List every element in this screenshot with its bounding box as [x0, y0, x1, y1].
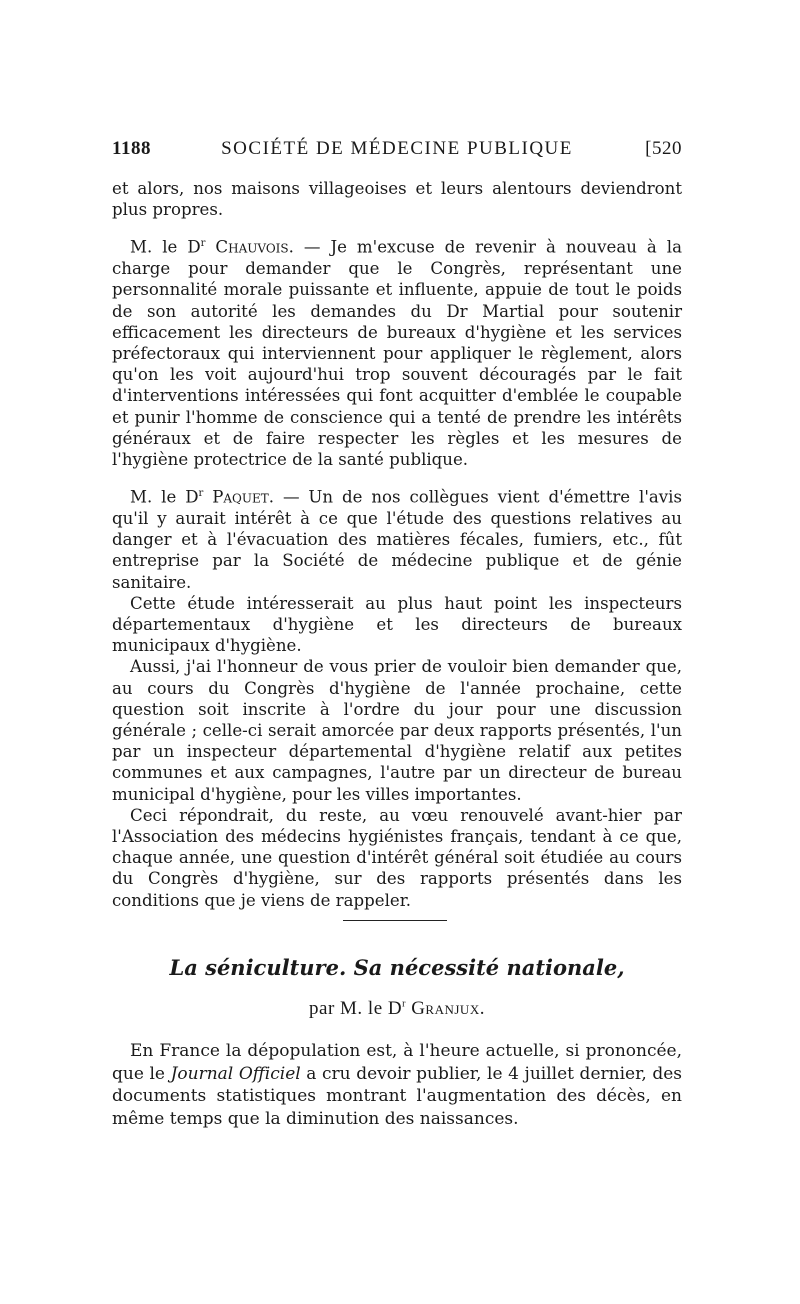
article-byline	[112, 998, 682, 1020]
paragraph: Cette étude intéresserait au plus haut point les inspecteurs départementaux d'hygiène et les directeurs de bureaux municipaux d'hygiène.	[112, 593, 682, 656]
chauvois-paragraph	[112, 233, 682, 470]
running-title: SOCIÉTÉ DE MÉDECINE PUBLIQUE	[221, 138, 573, 159]
byline-prefix: par M. le D	[309, 998, 403, 1019]
article-title: La séniculture. Sa nécessité nationale,	[169, 955, 625, 980]
speaker-prefix: M. le D	[130, 237, 201, 257]
speaker-prefix: M. le D	[130, 487, 199, 507]
journal-name: Journal Officiel	[170, 1063, 301, 1084]
byline-name: Granjux.	[411, 998, 485, 1019]
speaker-name: Chauvois.	[215, 237, 294, 257]
paquet-paragraph	[112, 483, 682, 593]
section-number: [520	[645, 138, 682, 159]
article-text	[112, 1040, 682, 1130]
speaker-sup: r	[200, 238, 206, 250]
paragraph: Aussi, j'ai l'honneur de vous prier de vouloir bien demander que, au cours du Congrès d'hygiène de l'année prochaine, cette question soit inscrite à l'ordre du jour pour une discussion générale ; celle-ci serait amorcée par deux rapports présentés, l'un par un inspecteur départemental d'hygiène relatif aux petites communes et aux campagnes, l'autre par un directeur de bureau municipal d'hygiène, pour les villes importantes.	[112, 657, 682, 804]
running-header	[112, 138, 682, 166]
continuation-paragraph: et alors, nos maisons villageoises et leurs alentours deviendront plus propres.	[112, 179, 682, 220]
paragraph-text: En France la dépopulation est, à l'heure actuelle, si prononcée, que le	[112, 1041, 682, 1084]
section-divider	[343, 920, 447, 921]
article-paragraph	[112, 1040, 682, 1130]
page-number: 1188	[112, 138, 151, 159]
paragraph-text: — Un de nos collègues vient d'émettre l'avis qu'il y aurait intérêt à ce que l'étude des questions relatives au danger et à l'évacuation des matières fécales, fumiers, etc., fût entreprise par la Société de médecine publique et de génie sanitaire.	[112, 487, 682, 592]
paragraph-text: a cru devoir publier, le 4 juillet dernier, des documents statistiques montrant l'augmentation des décès, en même temps que la diminution des naissances.	[112, 1063, 682, 1129]
paragraph-text: — Je m'excuse de revenir à nouveau à la charge pour demander que le Congrès, représentant une personnalité morale puissante et influente, appuie de tout le poids de son autorité les demandes du Dr Martial pour soutenir efficacement les directeurs de bureaux d'hygiène et les services préfectoraux qui interviennent pour appliquer le règlement, alors qu'on les voit aujourd'hui trop souvent découragés par le fait d'interventions intéressées qui font acquitter d'emblée le coupable et punir l'homme de conscience qui a tenté de prendre les intérêts généraux et de faire respecter les règles et les mesures de l'hygiène protectrice de la santé publique.	[112, 237, 683, 469]
speaker-sup: r	[198, 488, 204, 500]
paragraph: Ceci répondrait, du reste, au vœu renouvelé avant-hier par l'Association des médecins hygiénistes français, tendant à ce que, chaque année, une question d'intérêt général soit étudiée au cours du Congrès d'hygiène, sur des rapports présentés dans les conditions que je viens de rappeler.	[112, 805, 682, 910]
byline-sup: r	[402, 998, 406, 1010]
speaker-name: Paquet.	[212, 487, 275, 507]
main-text	[112, 178, 682, 911]
